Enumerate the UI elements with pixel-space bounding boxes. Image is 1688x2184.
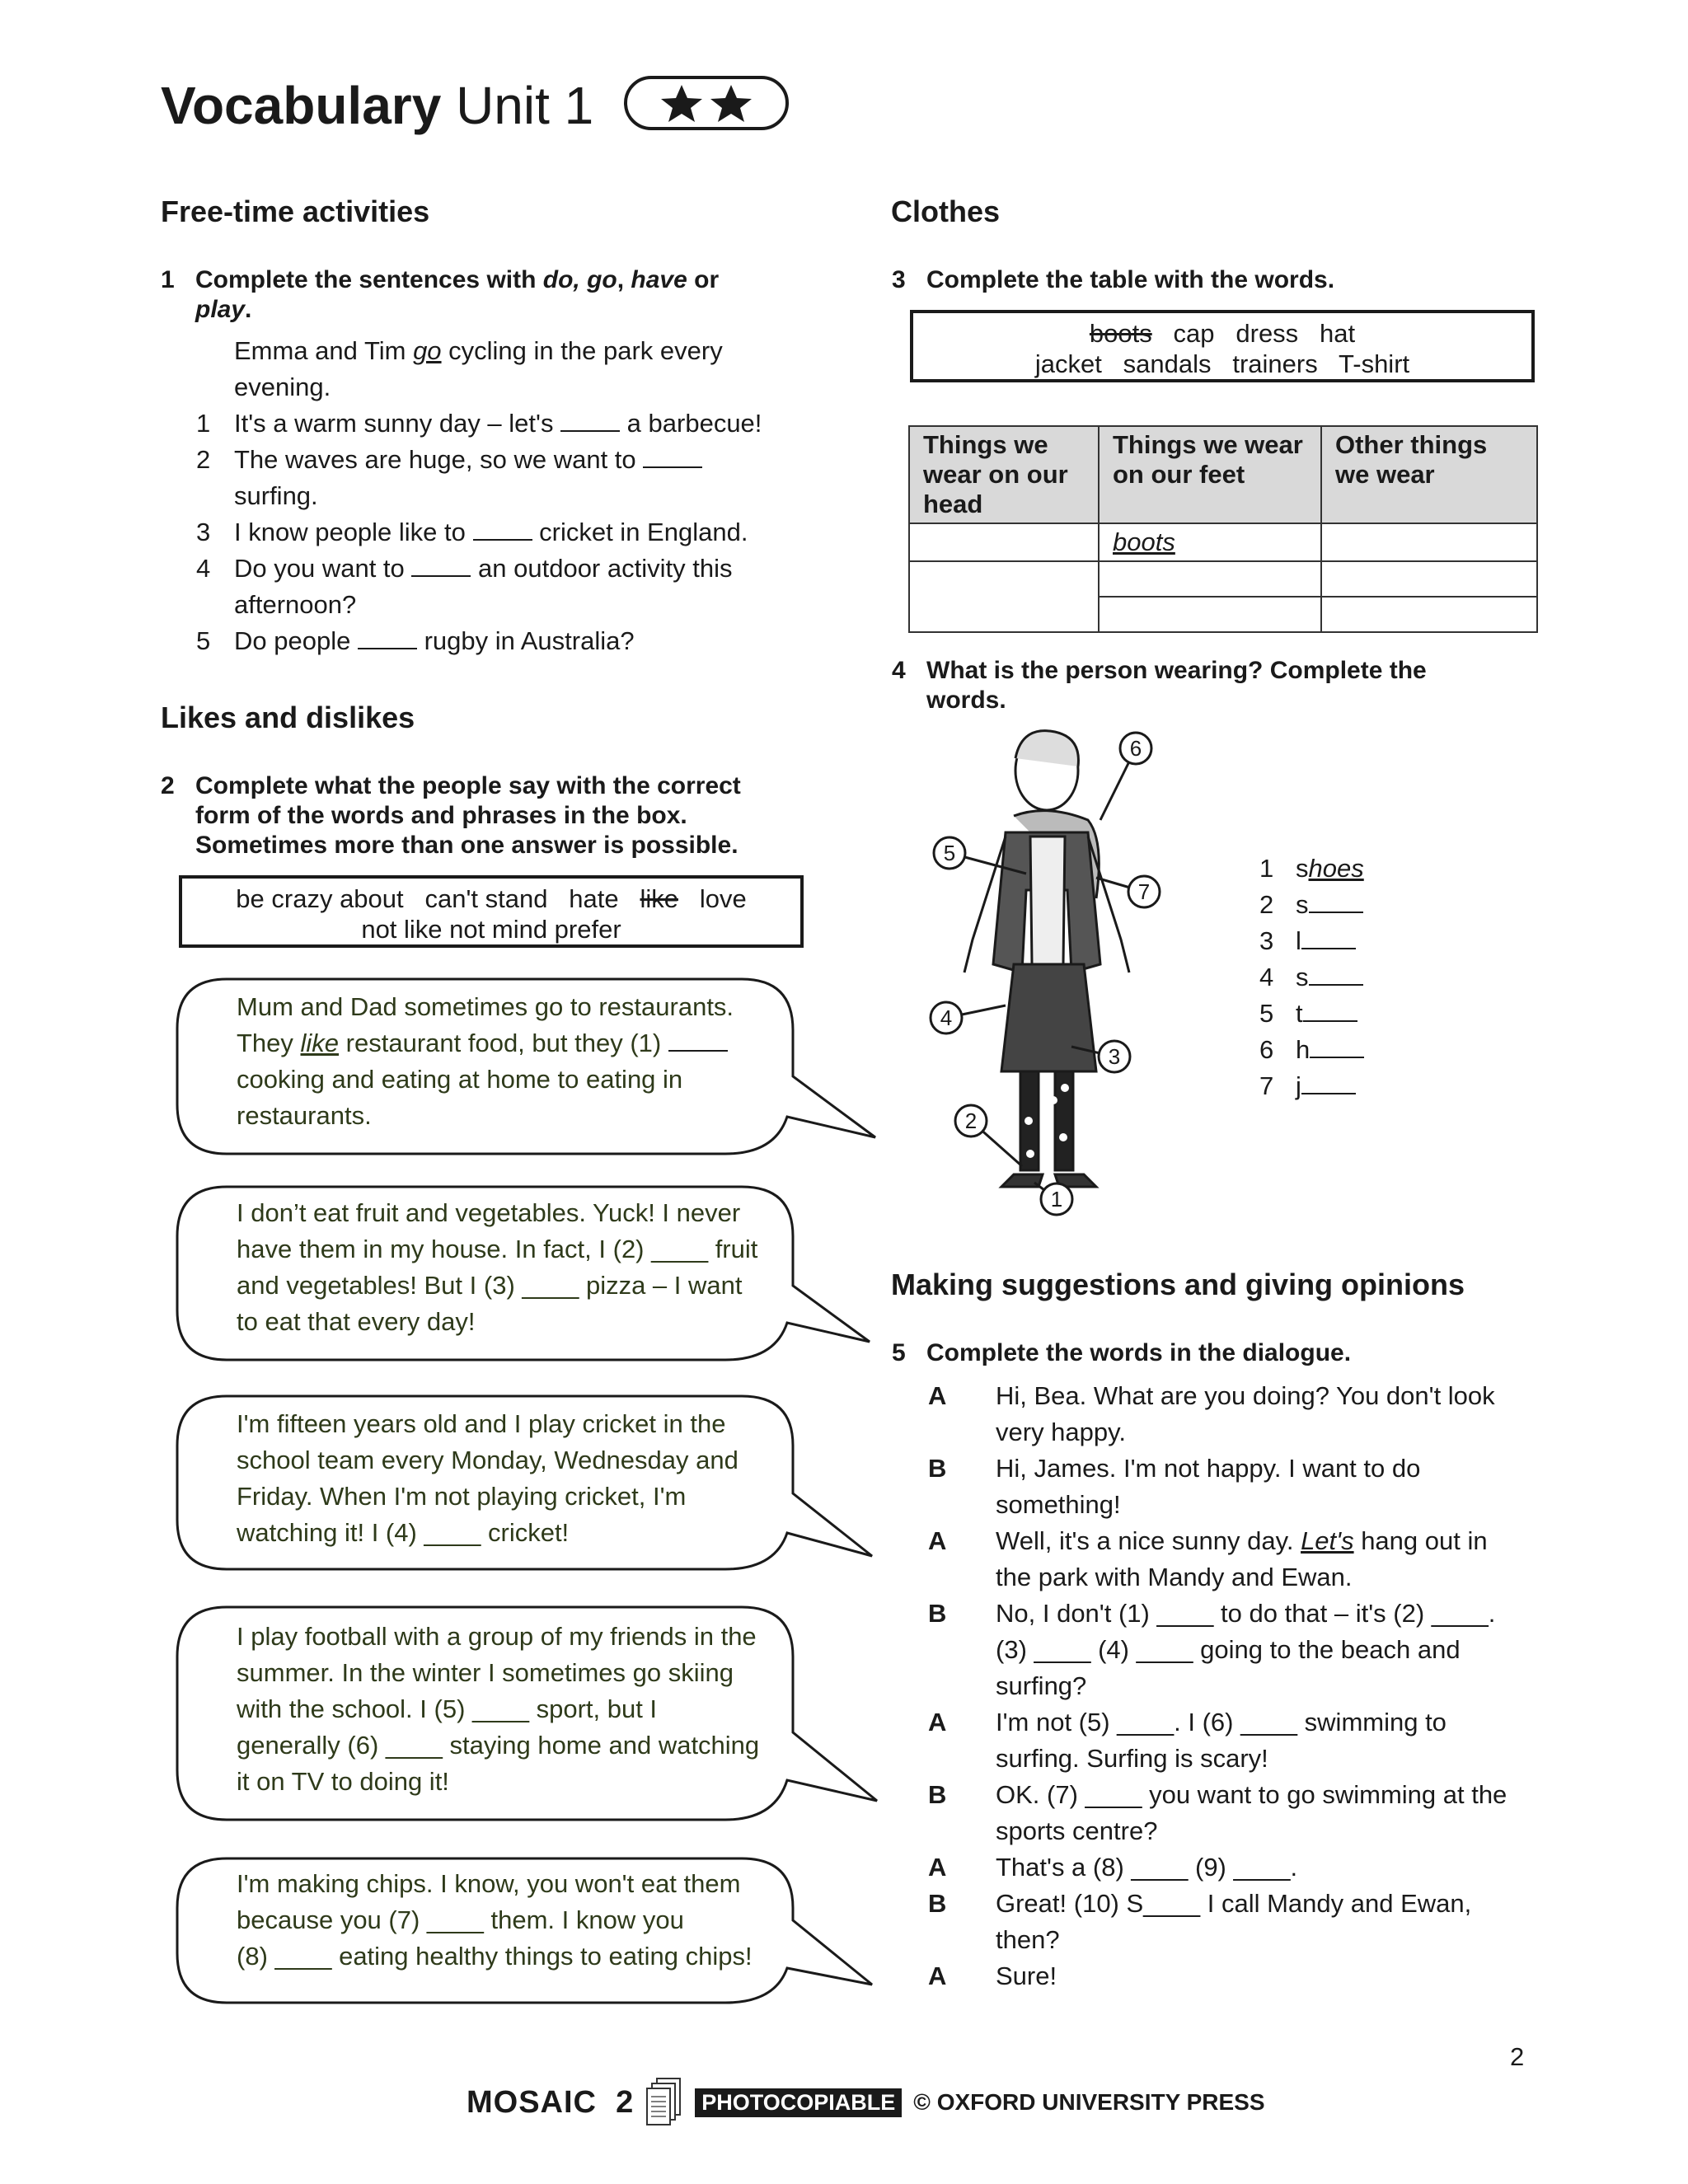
- answer-blank[interactable]: [1301, 925, 1356, 949]
- section-likes-title: Likes and dislikes: [161, 701, 415, 734]
- table-cell[interactable]: [1321, 561, 1537, 597]
- speaker-label: A: [928, 1381, 947, 1410]
- exercise-1-instruction: 1 Complete the sentences with do, go, have or play.: [161, 266, 720, 323]
- photocopy-icon: [645, 2077, 683, 2128]
- callout-label: 6: [1129, 736, 1142, 761]
- list-item: 6 h: [1259, 1032, 1364, 1068]
- speaker-label: A: [928, 1961, 947, 1990]
- list-item: 4 Do you want to an outdoor activity this: [196, 554, 733, 583]
- dialogue-line: B OK. (7) ____ you want to go swimming at the sports centre?: [996, 1777, 1556, 1849]
- table-cell[interactable]: [1321, 523, 1537, 561]
- dialogue-line: A Sure!: [996, 1958, 1556, 1994]
- title-bold: Vocabulary: [161, 76, 442, 135]
- section-suggestions-title: Making suggestions and giving opinions: [891, 1268, 1465, 1301]
- exercise-4-instruction: 4 What is the person wearing? Complete the words.: [892, 657, 1427, 714]
- list-item: 1 shoes: [1259, 854, 1364, 883]
- speech-bubble-2: I don’t eat fruit and vegetables. Yuck! I never have them in my house. In fact, I (2) ____ fruit and vegetables! But I (3) ____ pizza – I want to eat that every day!: [237, 1198, 758, 1336]
- speech-bubble-5: I'm making chips. I know, you won't eat them because you (7) ____ them. I know you (8) ____ eating healthy things to eating chips!: [237, 1869, 753, 1971]
- answer-blank[interactable]: [1301, 1070, 1356, 1094]
- table-cell[interactable]: [1099, 561, 1321, 597]
- answer-blank[interactable]: [1310, 1033, 1364, 1058]
- clothes-table: [908, 425, 1538, 633]
- section-clothes-title: Clothes: [891, 194, 1001, 228]
- speaker-label: B: [928, 1454, 947, 1483]
- callout-label: 7: [1137, 879, 1151, 904]
- table-cell[interactable]: [909, 561, 1099, 632]
- exercise-5-instruction: 5 Complete the words in the dialogue.: [892, 1339, 1352, 1366]
- answer-blank[interactable]: [1309, 888, 1363, 913]
- example-answer: like: [300, 1029, 340, 1057]
- list-item: 7 j: [1259, 1068, 1364, 1104]
- list-item: 5 t: [1259, 996, 1364, 1032]
- exercise-3-instruction: 3 Complete the table with the words.: [892, 266, 1335, 293]
- list-item: 3 l: [1259, 923, 1364, 959]
- brand-logo: MOSAIC 2: [467, 2084, 635, 2120]
- illustration-callouts: [923, 725, 1187, 1220]
- table-header: Things we wear on our head: [909, 426, 1099, 523]
- dialogue-line: A Hi, Bea. What are you doing? You don't look very happy.: [996, 1378, 1556, 1451]
- exercise-4-words: [1259, 851, 1364, 1104]
- list-item: 3 I know people like to cricket in England.: [196, 518, 748, 546]
- page-number: 2: [1510, 2042, 1525, 2071]
- word-box-clothes: boots cap dress hat jacket sandals trainers T-shirt: [910, 310, 1535, 382]
- table-header: Things we wear on our feet: [1099, 426, 1321, 523]
- footer: [467, 2077, 1265, 2128]
- list-item: 4 s: [1259, 959, 1364, 996]
- callout-label: 3: [1108, 1044, 1121, 1069]
- callout-label: 4: [940, 1005, 953, 1030]
- list-item: 5 Do people rugby in Australia?: [196, 626, 635, 655]
- callout-label: 1: [1050, 1187, 1063, 1212]
- callout-label: 5: [943, 841, 956, 865]
- list-item: 2 The waves are huge, so we want to: [234, 442, 762, 478]
- speech-bubble-3: I'm fifteen years old and I play cricket in the school team every Monday, Wednesday and Friday. When I'm not playing cricket, I'm watching it! I (4) ____ cricket!: [237, 1409, 738, 1547]
- answer-blank[interactable]: [1309, 961, 1363, 986]
- publisher-label: © OXFORD UNIVERSITY PRESS: [913, 2089, 1265, 2115]
- table-cell[interactable]: [1321, 597, 1537, 632]
- example-answer: Let's: [1301, 1526, 1354, 1555]
- list-item: 2 s: [1259, 887, 1364, 923]
- speaker-label: B: [928, 1599, 947, 1628]
- dialogue-line: A I'm not (5) ____. I (6) ____ swimming to surfing. Surfing is scary!: [996, 1704, 1556, 1777]
- dialogue: [928, 1378, 1556, 1994]
- photocopiable-label: PHOTOCOPIABLE: [695, 2088, 902, 2117]
- word-box-likes: be crazy about can't stand hate like love not like not mind prefer: [179, 875, 804, 948]
- dialogue-line: B Hi, James. I'm not happy. I want to do something!: [996, 1451, 1556, 1523]
- speaker-label: A: [928, 1708, 947, 1736]
- table-header: Other things we wear: [1321, 426, 1537, 523]
- answer-blank[interactable]: [1303, 997, 1357, 1022]
- speaker-label: A: [928, 1526, 947, 1555]
- answer-blank[interactable]: [668, 1027, 728, 1052]
- dialogue-line: A Well, it's a nice sunny day. Let's hang out in the park with Mandy and Ewan.: [996, 1523, 1556, 1596]
- speaker-label: A: [928, 1853, 947, 1882]
- dialogue-line: B Great! (10) S____ I call Mandy and Ewan, then?: [996, 1886, 1556, 1958]
- speech-bubble-4: I play football with a group of my friends in the summer. In the winter I sometimes go skiing with the school. I (5) ____ sport, but I generally (6) ____ staying home and watching it on TV to doing it!: [237, 1622, 760, 1796]
- dialogue-line: B No, I don't (1) ____ to do that – it's (2) ____. (3) ____ (4) ____ going to the beach and surfing?: [996, 1596, 1556, 1704]
- table-cell[interactable]: boots: [1099, 523, 1321, 561]
- title-unit: Unit 1: [456, 76, 594, 135]
- section-free-time-title: Free-time activities: [161, 194, 430, 228]
- exercise-1-items: Emma and Tim go cycling in the park every evening. 1 It's a warm sunny day – let's a barbecue! 2 The waves are huge, so we want to surfing. 3 I know people like to cricket in England. 4 Do you want to an outdoor activity this afternoon? 5 Do people rugby in Australia?: [234, 333, 762, 659]
- exercise-2-instruction: 2 Complete what the people say with the correct form of the words and phrases in the box. Sometimes more than one answer is possible.: [161, 772, 741, 859]
- exercise-number: 1: [161, 266, 175, 293]
- speaker-label: B: [928, 1889, 947, 1918]
- table-cell[interactable]: [1099, 597, 1321, 632]
- callout-label: 2: [964, 1108, 978, 1133]
- example-sentence-cont: evening.: [234, 373, 331, 401]
- table-cell[interactable]: [909, 523, 1099, 561]
- dialogue-line: A That's a (8) ____ (9) ____.: [996, 1849, 1556, 1886]
- list-item: 1 It's a warm sunny day – let's a barbecue!: [196, 409, 762, 438]
- speaker-label: B: [928, 1780, 947, 1809]
- example-sentence: Emma and Tim go cycling in the park every: [234, 336, 723, 365]
- speech-bubble-1: Mum and Dad sometimes go to restaurants. They like restaurant food, but they (1) cooking and eating at home to eating in restaurants.: [237, 992, 734, 1130]
